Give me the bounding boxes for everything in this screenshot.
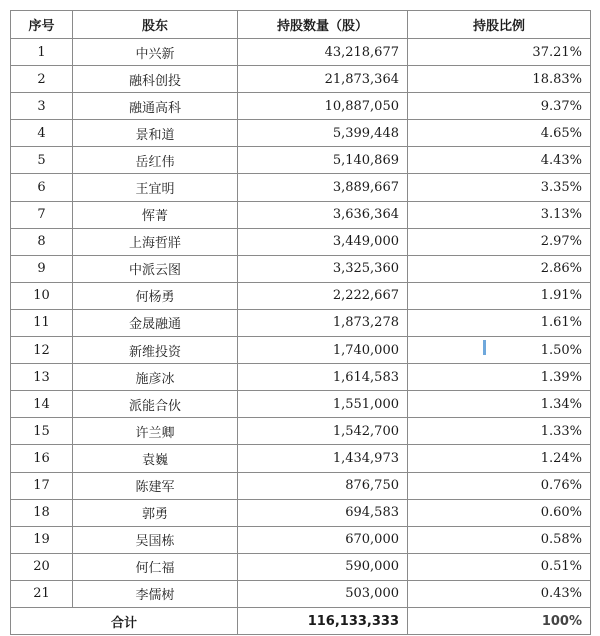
row-shareholder-name: 何杨勇: [73, 282, 238, 309]
row-shares: 2,222,667: [238, 282, 408, 309]
row-shareholder-name: 中派云图: [73, 255, 238, 282]
row-index: 6: [11, 174, 73, 201]
table-row: [11, 445, 591, 472]
total-label: 合计: [11, 607, 238, 634]
row-percentage: 18.83%: [408, 66, 591, 93]
row-percentage: 0.76%: [408, 472, 591, 499]
table-row: [11, 174, 591, 201]
table-row: [11, 391, 591, 418]
table-row: [11, 309, 591, 336]
row-shareholder-name: 李儒树: [73, 580, 238, 607]
row-index: 21: [11, 580, 73, 607]
table-row: [11, 418, 591, 445]
table-row: [11, 120, 591, 147]
row-shareholder-name: 融科创投: [73, 66, 238, 93]
row-shareholder-name: 融通高科: [73, 93, 238, 120]
table-row: [11, 499, 591, 526]
row-shares: 1,434,973: [238, 445, 408, 472]
row-shareholder-name: 上海哲牂: [73, 228, 238, 255]
shareholder-table-container: [10, 10, 590, 635]
table-row: [11, 580, 591, 607]
row-shareholder-name: 许兰卿: [73, 418, 238, 445]
table-row: [11, 255, 591, 282]
row-shareholder-name: 中兴新: [73, 39, 238, 66]
header-percentage: 持股比例: [408, 11, 591, 39]
total-row: [11, 607, 591, 634]
table-row: [11, 66, 591, 93]
row-percentage: 1.33%: [408, 418, 591, 445]
header-shares: 持股数量（股）: [238, 11, 408, 39]
row-shares: 1,740,000: [238, 337, 408, 364]
row-index: 20: [11, 553, 73, 580]
row-index: 17: [11, 472, 73, 499]
row-shareholder-name: 王宜明: [73, 174, 238, 201]
row-index: 11: [11, 309, 73, 336]
row-shares: 3,325,360: [238, 255, 408, 282]
row-index: 19: [11, 526, 73, 553]
row-percentage: 0.51%: [408, 553, 591, 580]
row-percentage: 4.65%: [408, 120, 591, 147]
table-row: [11, 147, 591, 174]
row-percentage: 9.37%: [408, 93, 591, 120]
row-index: 2: [11, 66, 73, 93]
row-percentage: 3.13%: [408, 201, 591, 228]
row-index: 4: [11, 120, 73, 147]
row-index: 8: [11, 228, 73, 255]
total-percentage: 100%: [408, 607, 591, 634]
table-row: [11, 337, 591, 364]
row-shares: 1,614,583: [238, 364, 408, 391]
row-percentage: 0.58%: [408, 526, 591, 553]
header-shareholder: 股东: [73, 11, 238, 39]
row-shareholder-name: 吴国栋: [73, 526, 238, 553]
row-shares: 694,583: [238, 499, 408, 526]
row-index: 1: [11, 39, 73, 66]
row-shares: 876,750: [238, 472, 408, 499]
row-shareholder-name: 新维投资: [73, 337, 238, 364]
table-row: [11, 364, 591, 391]
row-percentage: 1.61%: [408, 309, 591, 336]
row-percentage: 2.97%: [408, 228, 591, 255]
header-index: 序号: [11, 11, 73, 39]
row-shares: 10,887,050: [238, 93, 408, 120]
row-percentage: 1.50%: [408, 337, 591, 364]
text-cursor-mark: [483, 340, 486, 355]
row-shareholder-name: 陈建军: [73, 472, 238, 499]
row-index: 3: [11, 93, 73, 120]
row-shares: 5,399,448: [238, 120, 408, 147]
row-shares: 21,873,364: [238, 66, 408, 93]
row-shareholder-name: 岳红伟: [73, 147, 238, 174]
row-shares: 3,449,000: [238, 228, 408, 255]
row-index: 5: [11, 147, 73, 174]
row-percentage: 0.43%: [408, 580, 591, 607]
row-index: 10: [11, 282, 73, 309]
row-shares: 1,542,700: [238, 418, 408, 445]
row-index: 9: [11, 255, 73, 282]
shareholder-table: [10, 10, 591, 635]
row-shareholder-name: 施彦冰: [73, 364, 238, 391]
row-index: 14: [11, 391, 73, 418]
row-shares: 1,551,000: [238, 391, 408, 418]
row-percentage: 4.43%: [408, 147, 591, 174]
row-shareholder-name: 恽菁: [73, 201, 238, 228]
row-percentage: 0.60%: [408, 499, 591, 526]
row-shares: 670,000: [238, 526, 408, 553]
row-index: 7: [11, 201, 73, 228]
table-row: [11, 228, 591, 255]
table-body: [11, 39, 591, 608]
total-shares: 116,133,333: [238, 607, 408, 634]
row-percentage: 1.34%: [408, 391, 591, 418]
row-percentage: 1.24%: [408, 445, 591, 472]
row-shares: 503,000: [238, 580, 408, 607]
table-row: [11, 282, 591, 309]
row-shares: 3,889,667: [238, 174, 408, 201]
row-percentage: 2.86%: [408, 255, 591, 282]
row-shares: 3,636,364: [238, 201, 408, 228]
table-row: [11, 201, 591, 228]
row-shareholder-name: 袁巍: [73, 445, 238, 472]
row-percentage: 1.39%: [408, 364, 591, 391]
table-row: [11, 93, 591, 120]
row-index: 18: [11, 499, 73, 526]
row-shares: 43,218,677: [238, 39, 408, 66]
row-percentage: 37.21%: [408, 39, 591, 66]
row-index: 12: [11, 337, 73, 364]
row-percentage: 3.35%: [408, 174, 591, 201]
table-row: [11, 526, 591, 553]
table-row: [11, 472, 591, 499]
row-shares: 590,000: [238, 553, 408, 580]
table-row: [11, 553, 591, 580]
row-shareholder-name: 派能合伙: [73, 391, 238, 418]
row-shares: 1,873,278: [238, 309, 408, 336]
row-shareholder-name: 何仁福: [73, 553, 238, 580]
row-index: 13: [11, 364, 73, 391]
row-shareholder-name: 郭勇: [73, 499, 238, 526]
row-shareholder-name: 景和道: [73, 120, 238, 147]
table-row: [11, 39, 591, 66]
table-header-row: [11, 11, 591, 39]
row-index: 16: [11, 445, 73, 472]
row-shares: 5,140,869: [238, 147, 408, 174]
row-index: 15: [11, 418, 73, 445]
row-shareholder-name: 金晟融通: [73, 309, 238, 336]
row-percentage: 1.91%: [408, 282, 591, 309]
